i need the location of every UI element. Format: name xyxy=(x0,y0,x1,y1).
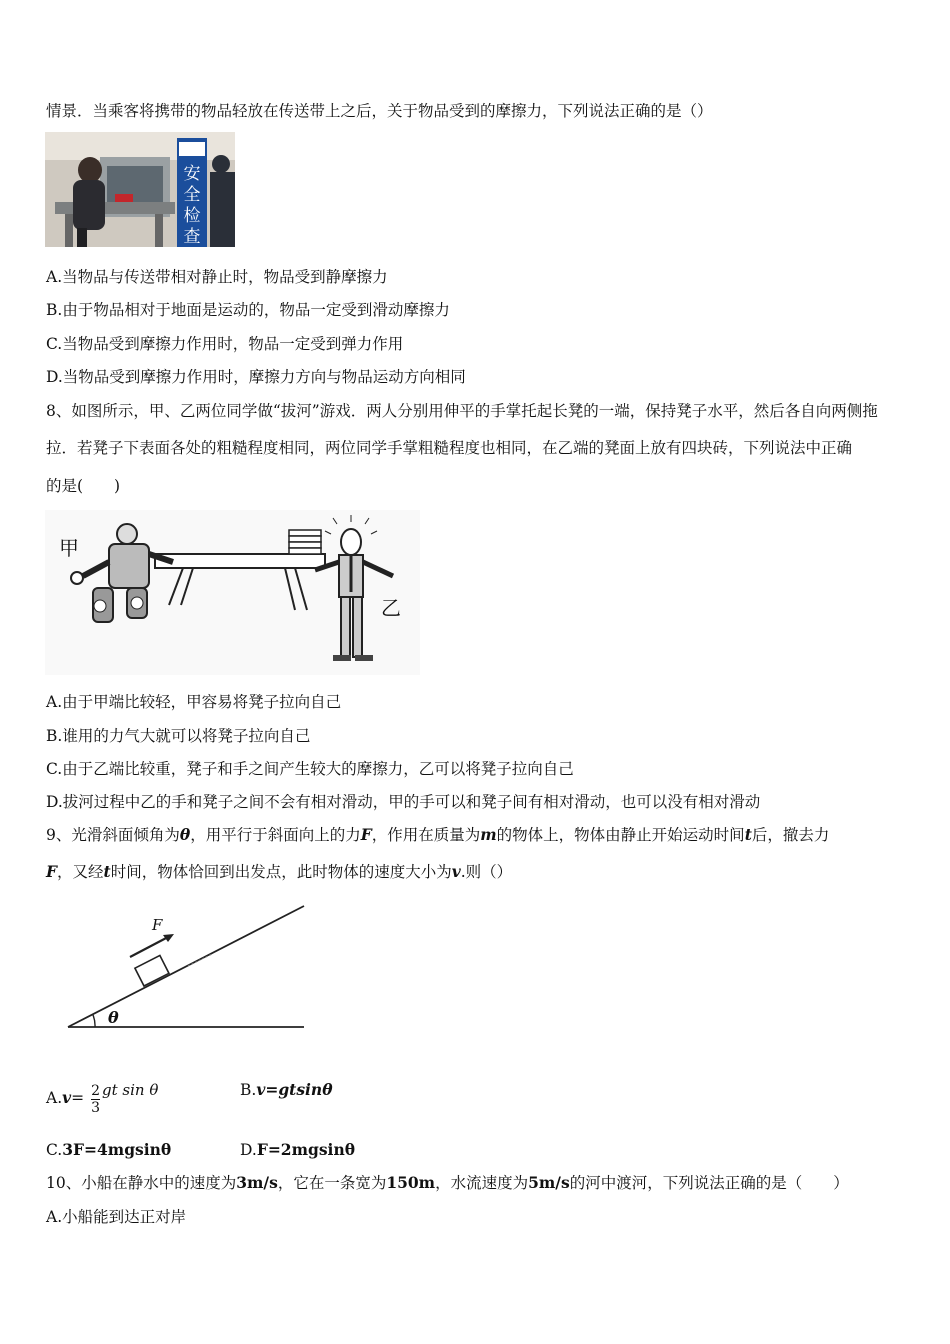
q9-stem-line2 xyxy=(46,862,512,882)
force-label: F xyxy=(152,916,163,934)
expression: v=gtsinθ xyxy=(256,1080,333,1099)
text: .则（） xyxy=(460,863,513,881)
sign-char: 查 xyxy=(183,227,201,247)
var-t: t xyxy=(744,825,752,844)
text: 的物体上，物体由静止开始运动时间 xyxy=(496,826,745,844)
var-v: v xyxy=(451,862,461,881)
sign-char: 全 xyxy=(183,185,201,205)
text: ，又经 xyxy=(57,863,104,881)
q9-option-c xyxy=(46,1140,171,1160)
q7-stem: 情景．当乘客将携带的物品轻放在传送带上之后，关于物品受到的摩擦力，下列说法正确的是（） xyxy=(46,102,713,120)
q7-option-a: A.当物品与传送带相对静止时，物品受到静摩擦力 xyxy=(46,268,388,286)
q9-option-d xyxy=(240,1140,355,1160)
security-sign xyxy=(177,164,207,248)
q8-stem-line1: 8、如图所示，甲、乙两位同学做“拔河”游戏．两人分别用伸平的手掌托起长凳的一端，保持凳子水平，然后各自向两侧拖 xyxy=(46,402,878,420)
prefix: D. xyxy=(240,1141,257,1159)
label-jia: 甲 xyxy=(59,536,79,560)
q10-option-a: A.小船能到达正对岸 xyxy=(46,1208,187,1226)
text: 后，撤去力 xyxy=(751,826,830,844)
var-f: F xyxy=(360,825,372,844)
text: ，作用在质量为 xyxy=(371,826,481,844)
prefix: C. xyxy=(46,1141,63,1159)
q8-option-c: C.由于乙端比较重，凳子和手之间产生较大的摩擦力，乙可以将凳子拉向自己 xyxy=(46,760,574,778)
q7-option-b: B.由于物品相对于地面是运动的，物品一定受到滑动摩擦力 xyxy=(46,301,450,319)
expression: F=2mgsinθ xyxy=(256,1140,356,1159)
security-check-photo xyxy=(45,132,235,247)
text: 10、小船在静水中的速度为 xyxy=(46,1174,237,1192)
q9-option-b xyxy=(240,1080,333,1100)
text: 9、光滑斜面倾角为 xyxy=(46,826,180,844)
sign-char: 安 xyxy=(183,164,201,184)
q10-stem xyxy=(46,1173,849,1193)
value: 3m/s xyxy=(236,1173,278,1192)
value: 5m/s xyxy=(528,1173,570,1192)
numerator: 2 xyxy=(91,1082,100,1099)
prefix: B. xyxy=(240,1081,257,1099)
q8-stem-line2: 拉．若凳子下表面各处的粗糙程度相同，两位同学手掌粗糙程度也相同，在乙端的凳面上放有四块砖，下列说法中正确 xyxy=(46,439,853,457)
q8-option-b: B.谁用的力气大就可以将凳子拉向自己 xyxy=(46,727,311,745)
text: ，水流速度为 xyxy=(435,1174,529,1192)
var-m: m xyxy=(480,825,497,844)
q9-option-a xyxy=(46,1070,158,1118)
equals: = xyxy=(71,1089,85,1107)
expression: 3F=4mgsinθ xyxy=(62,1140,172,1159)
var-t: t xyxy=(103,862,111,881)
tug-of-war-figure xyxy=(45,510,420,675)
q7-option-c: C.当物品受到摩擦力作用时，物品一定受到弹力作用 xyxy=(46,335,404,353)
q8-option-a: A.由于甲端比较轻，甲容易将凳子拉向自己 xyxy=(46,693,342,711)
text: ，它在一条宽为 xyxy=(277,1174,387,1192)
var-v: v xyxy=(62,1088,72,1107)
q8-option-d: D.拔河过程中乙的手和凳子之间不会有相对滑动，甲的手可以和凳子间有相对滑动，也可以没有相对滑动 xyxy=(46,793,761,811)
text: 的河中渡河，下列说法正确的是（ ） xyxy=(569,1174,849,1192)
fraction xyxy=(91,1083,100,1116)
denominator: 3 xyxy=(91,1099,100,1116)
q8-stem-line3: 的是( ) xyxy=(46,477,121,495)
expression: gt sin θ xyxy=(102,1081,159,1099)
var-f: F xyxy=(46,862,58,881)
text: 时间，物体恰回到出发点，此时物体的速度大小为 xyxy=(110,863,452,881)
text: ，用平行于斜面向上的力 xyxy=(190,826,361,844)
label-yi: 乙 xyxy=(381,596,401,620)
value: 150m xyxy=(386,1173,436,1192)
angle-label: θ xyxy=(108,1008,119,1027)
prefix: A. xyxy=(46,1089,63,1107)
incline-figure xyxy=(62,902,322,1042)
q7-option-d: D.当物品受到摩擦力作用时，摩擦力方向与物品运动方向相同 xyxy=(46,368,466,386)
sign-char: 检 xyxy=(183,206,201,226)
var-theta: θ xyxy=(179,825,191,844)
q9-stem-line1 xyxy=(46,825,829,845)
